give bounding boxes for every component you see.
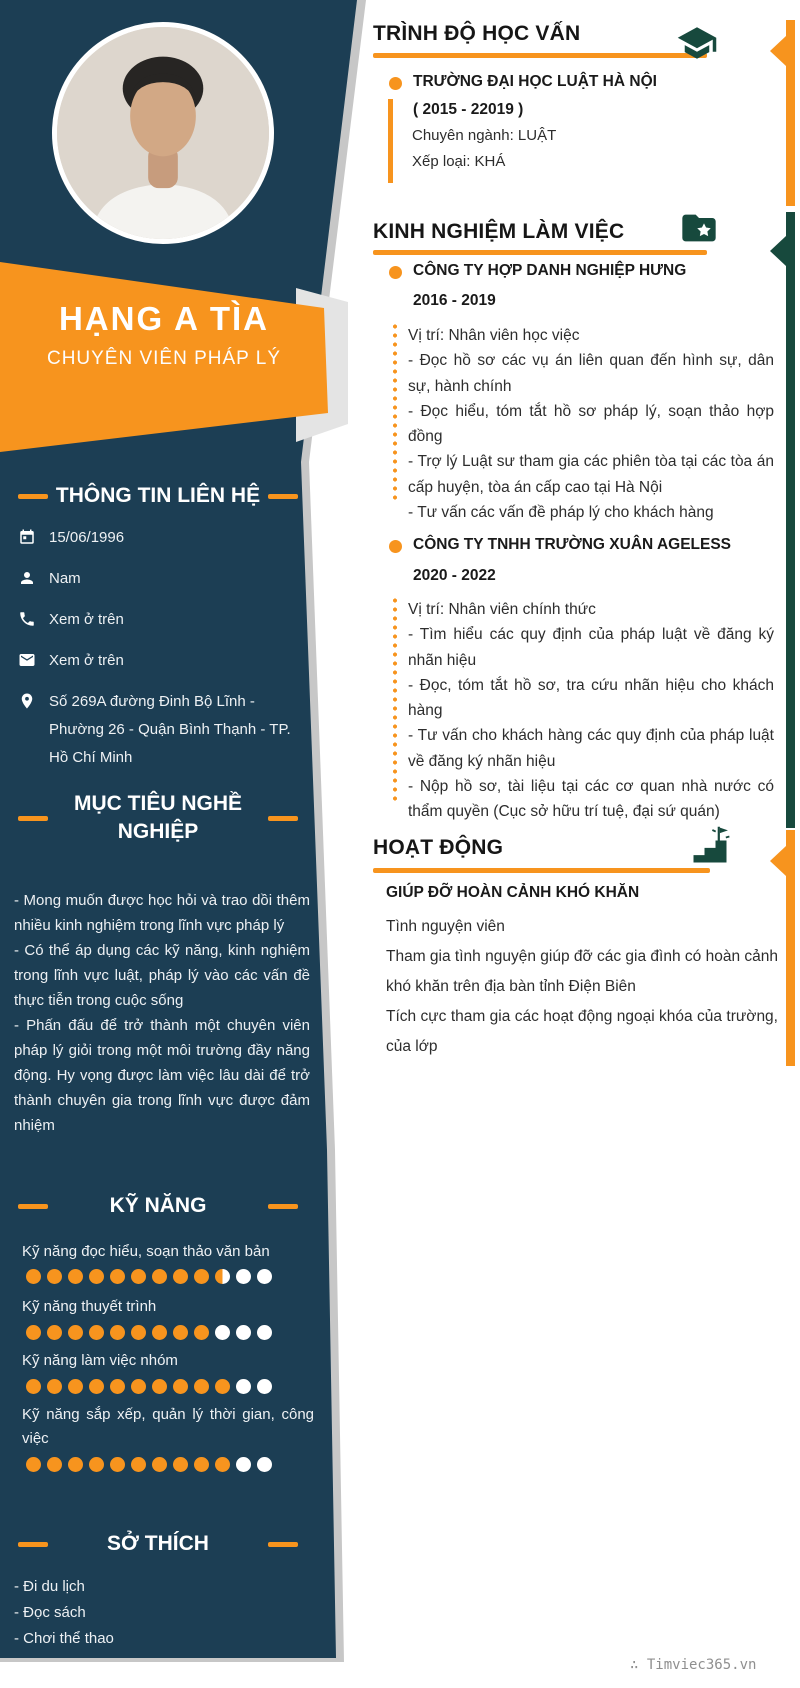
- job-years: 2020 - 2022: [413, 567, 496, 584]
- skill-rating-dots: [26, 1379, 272, 1394]
- activities-section-title: HOẠT ĐỘNG: [373, 836, 504, 859]
- job-detail-line: Vị trí: Nhân viên chính thức: [408, 601, 596, 618]
- contact-section-heading: [18, 482, 298, 510]
- activity-body: [386, 912, 778, 1062]
- rating-dot: [26, 1379, 41, 1394]
- activity-line: Tích cực tham gia các hoạt động ngoại khóa của trường, của lớp: [386, 1008, 778, 1055]
- rating-dot: [257, 1325, 272, 1340]
- rating-dot: [26, 1269, 41, 1284]
- rating-dot: [173, 1457, 188, 1472]
- job-detail-line: - Tư vấn các vấn đề pháp lý cho khách hàng: [408, 504, 714, 522]
- rating-dot: [68, 1269, 83, 1284]
- job-timeline-dotted-line: [393, 322, 397, 502]
- job-detail-line: - Đọc hồ sơ các vụ án liên quan đến hình sự, dân sự, hành chính: [408, 352, 774, 395]
- envelope-icon: [18, 651, 36, 669]
- folder-star-icon: [676, 208, 722, 248]
- rating-dot: [131, 1269, 146, 1284]
- rating-dot: [236, 1269, 251, 1284]
- hobby-item: - Chơi thể thao: [14, 1630, 114, 1647]
- rating-dot: [47, 1269, 62, 1284]
- company-name: CÔNG TY HỢP DANH NGHIỆP HƯNG: [413, 262, 687, 279]
- heading-dash-left: [18, 1204, 48, 1209]
- heading-dash-left: [18, 816, 48, 821]
- skills-heading-label: KỸ NĂNG: [109, 1194, 207, 1217]
- rating-dot: [236, 1379, 251, 1394]
- activity-line: Tham gia tình nguyện giúp đỡ các gia đình có hoàn cảnh khó khăn trên địa bàn tỉnh Điện Biên: [386, 948, 778, 995]
- list-bullet: [389, 77, 402, 90]
- experience-section-title: KINH NGHIỆM LÀM VIỆC: [373, 220, 625, 243]
- rating-dot: [236, 1325, 251, 1340]
- skill-label: Kỹ năng sắp xếp, quản lý thời gian, công việc: [22, 1406, 314, 1447]
- school-name: TRƯỜNG ĐẠI HỌC LUẬT HÀ NỘI: [413, 73, 657, 90]
- skill-label: Kỹ năng làm việc nhóm: [22, 1352, 178, 1369]
- contact-row-phone: [18, 606, 310, 634]
- phone-value: Xem ở trên: [49, 611, 124, 628]
- rating-dot: [110, 1269, 125, 1284]
- candidate-job-title: CHUYÊN VIÊN PHÁP LÝ: [46, 348, 282, 369]
- section-side-arrow: [770, 846, 786, 876]
- section-underline: [373, 868, 710, 873]
- rating-dot: [236, 1457, 251, 1472]
- rating-dot: [215, 1457, 230, 1472]
- hobbies-section-heading: [18, 1530, 298, 1558]
- education-detail-bar: [388, 99, 393, 183]
- person-icon: [18, 569, 36, 587]
- gender-value: Nam: [49, 570, 81, 587]
- job-detail-line: - Đọc hiểu, tóm tắt hồ sơ pháp lý, soạn thảo hợp đồng: [408, 402, 774, 446]
- skill-label: Kỹ năng thuyết trình: [22, 1298, 157, 1315]
- email-value: Xem ở trên: [49, 652, 124, 669]
- company-name: CÔNG TY TNHH TRƯỜNG XUÂN AGELESS: [413, 536, 732, 553]
- skill-label: Kỹ năng đọc hiểu, soạn thảo văn bản: [22, 1243, 270, 1260]
- candidate-name: HẠNG A TÌA: [58, 300, 270, 337]
- section-side-arrow: [770, 36, 786, 66]
- job-detail-line: Vị trí: Nhân viên học việc: [408, 327, 580, 344]
- avatar: [52, 22, 274, 244]
- hobby-item: - Đi du lịch: [14, 1578, 85, 1595]
- hobby-list: [14, 1574, 304, 1652]
- rating-dot: [215, 1269, 230, 1284]
- podium-flag-icon: [686, 824, 734, 868]
- job-detail-line: - Trợ lý Luật sư tham gia các phiên tòa tại các tòa án cấp huyện, tòa án cấp cao tại Hà Nội: [408, 453, 774, 496]
- heading-dash-left: [18, 1542, 48, 1547]
- list-bullet: [389, 540, 402, 553]
- job-timeline-dotted-line: [393, 596, 397, 804]
- heading-dash-left: [18, 494, 48, 499]
- education-years: ( 2015 - 22019 ): [413, 101, 524, 118]
- rating-dot: [173, 1269, 188, 1284]
- job-details: [408, 597, 774, 825]
- skills-section-heading: [18, 1192, 298, 1220]
- rating-dot: [194, 1269, 209, 1284]
- education-major: Chuyên ngành: LUẬT: [412, 127, 557, 144]
- job-details: [408, 323, 774, 525]
- contact-row-address: [18, 688, 310, 772]
- section-side-arrow: [770, 236, 786, 266]
- rating-dot: [215, 1325, 230, 1340]
- rating-dot: [257, 1379, 272, 1394]
- activity-line: Tình nguyện viên: [386, 918, 505, 935]
- heading-dash-right: [268, 494, 298, 499]
- rating-dot: [89, 1379, 104, 1394]
- portrait-placeholder-image: [57, 27, 269, 239]
- section-underline: [373, 250, 707, 255]
- skill-rating-dots: [26, 1457, 272, 1472]
- objective-paragraph: - Mong muốn được học hỏi và trao dồi thêm nhiều kinh nghiệm trong lĩnh vực pháp lý: [14, 892, 310, 934]
- graduation-cap-icon: [672, 22, 722, 64]
- hobby-item: - Đọc sách: [14, 1604, 86, 1621]
- rating-dot: [26, 1457, 41, 1472]
- rating-dot: [152, 1325, 167, 1340]
- rating-dot: [215, 1379, 230, 1394]
- rating-dot: [89, 1269, 104, 1284]
- rating-dot: [47, 1379, 62, 1394]
- rating-dot: [173, 1325, 188, 1340]
- rating-dot: [173, 1379, 188, 1394]
- rating-dot: [194, 1325, 209, 1340]
- address-value: Số 269A đường Đinh Bộ Lĩnh - Phường 26 - Quận Bình Thạnh - TP. Hồ Chí Minh: [49, 693, 291, 766]
- location-pin-icon: [18, 692, 36, 710]
- calendar-icon: [18, 528, 36, 546]
- rating-dot: [89, 1457, 104, 1472]
- rating-dot: [152, 1269, 167, 1284]
- rating-dot: [131, 1379, 146, 1394]
- rating-dot: [47, 1325, 62, 1340]
- section-underline: [373, 53, 707, 58]
- objective-paragraph: - Có thể áp dụng các kỹ năng, kinh nghiệm trong lĩnh vực luật, pháp lý vào các vấn đề thực tiễn trong cuộc sống: [14, 942, 310, 1009]
- rating-dot: [47, 1457, 62, 1472]
- activity-title: GIÚP ĐỠ HOÀN CẢNH KHÓ KHĂN: [386, 884, 640, 901]
- section-side-bar: [786, 830, 795, 1066]
- rating-dot: [110, 1457, 125, 1472]
- rating-dot: [26, 1325, 41, 1340]
- rating-dot: [194, 1457, 209, 1472]
- contact-row-birthdate: [18, 524, 310, 552]
- heading-dash-right: [268, 816, 298, 821]
- job-years: 2016 - 2019: [413, 292, 496, 309]
- rating-dot: [131, 1325, 146, 1340]
- rating-dot: [68, 1325, 83, 1340]
- rating-dot: [257, 1457, 272, 1472]
- job-detail-line: - Đọc, tóm tắt hồ sơ, tra cứu nhãn hiệu cho khách hàng: [408, 676, 774, 720]
- heading-dash-right: [268, 1204, 298, 1209]
- rating-dot: [110, 1379, 125, 1394]
- contact-row-email: [18, 647, 310, 675]
- hobbies-heading-label: SỞ THÍCH: [107, 1532, 209, 1555]
- objective-section-heading: [18, 790, 298, 846]
- rating-dot: [110, 1325, 125, 1340]
- education-grade: Xếp loại: KHÁ: [412, 153, 506, 170]
- rating-dot: [194, 1379, 209, 1394]
- job-detail-line: - Tìm hiểu các quy định của pháp luật về đăng ký nhãn hiệu: [408, 626, 774, 669]
- objective-paragraph: - Phấn đấu để trở thành một chuyên viên pháp lý giỏi trong một môi trường đầy năng động. Hy vọng được làm việc lâu dài để trở thành chuyên gia trong lĩnh vực được đảm nhiệm: [14, 1017, 310, 1134]
- section-side-bar: [786, 20, 795, 206]
- birthdate-value: 15/06/1996: [49, 529, 125, 546]
- rating-dot: [68, 1457, 83, 1472]
- section-side-bar: [786, 212, 795, 828]
- watermark: ∴ Timviec365.vn: [630, 1657, 757, 1673]
- contact-heading-label: THÔNG TIN LIÊN HỆ: [55, 484, 261, 507]
- objective-heading-label: MỤC TIÊU NGHỀ NGHIỆP: [74, 792, 242, 843]
- phone-icon: [18, 610, 36, 628]
- rating-dot: [68, 1379, 83, 1394]
- rating-dot: [131, 1457, 146, 1472]
- heading-dash-right: [268, 1542, 298, 1547]
- contact-row-gender: [18, 565, 310, 593]
- skill-rating-dots: [26, 1269, 272, 1284]
- skill-rating-dots: [26, 1325, 272, 1340]
- education-section-title: TRÌNH ĐỘ HỌC VẤN: [373, 22, 581, 45]
- rating-dot: [152, 1457, 167, 1472]
- job-detail-line: - Nộp hồ sơ, tài liệu tại các cơ quan nhà nước có thẩm quyền (Cục sở hữu trí tuệ, đại sứ quán): [408, 778, 774, 821]
- rating-dot: [257, 1269, 272, 1284]
- job-detail-line: - Tư vấn cho khách hàng các quy định của pháp luật về đăng ký nhãn hiệu: [408, 727, 774, 770]
- rating-dot: [152, 1379, 167, 1394]
- list-bullet: [389, 266, 402, 279]
- rating-dot: [89, 1325, 104, 1340]
